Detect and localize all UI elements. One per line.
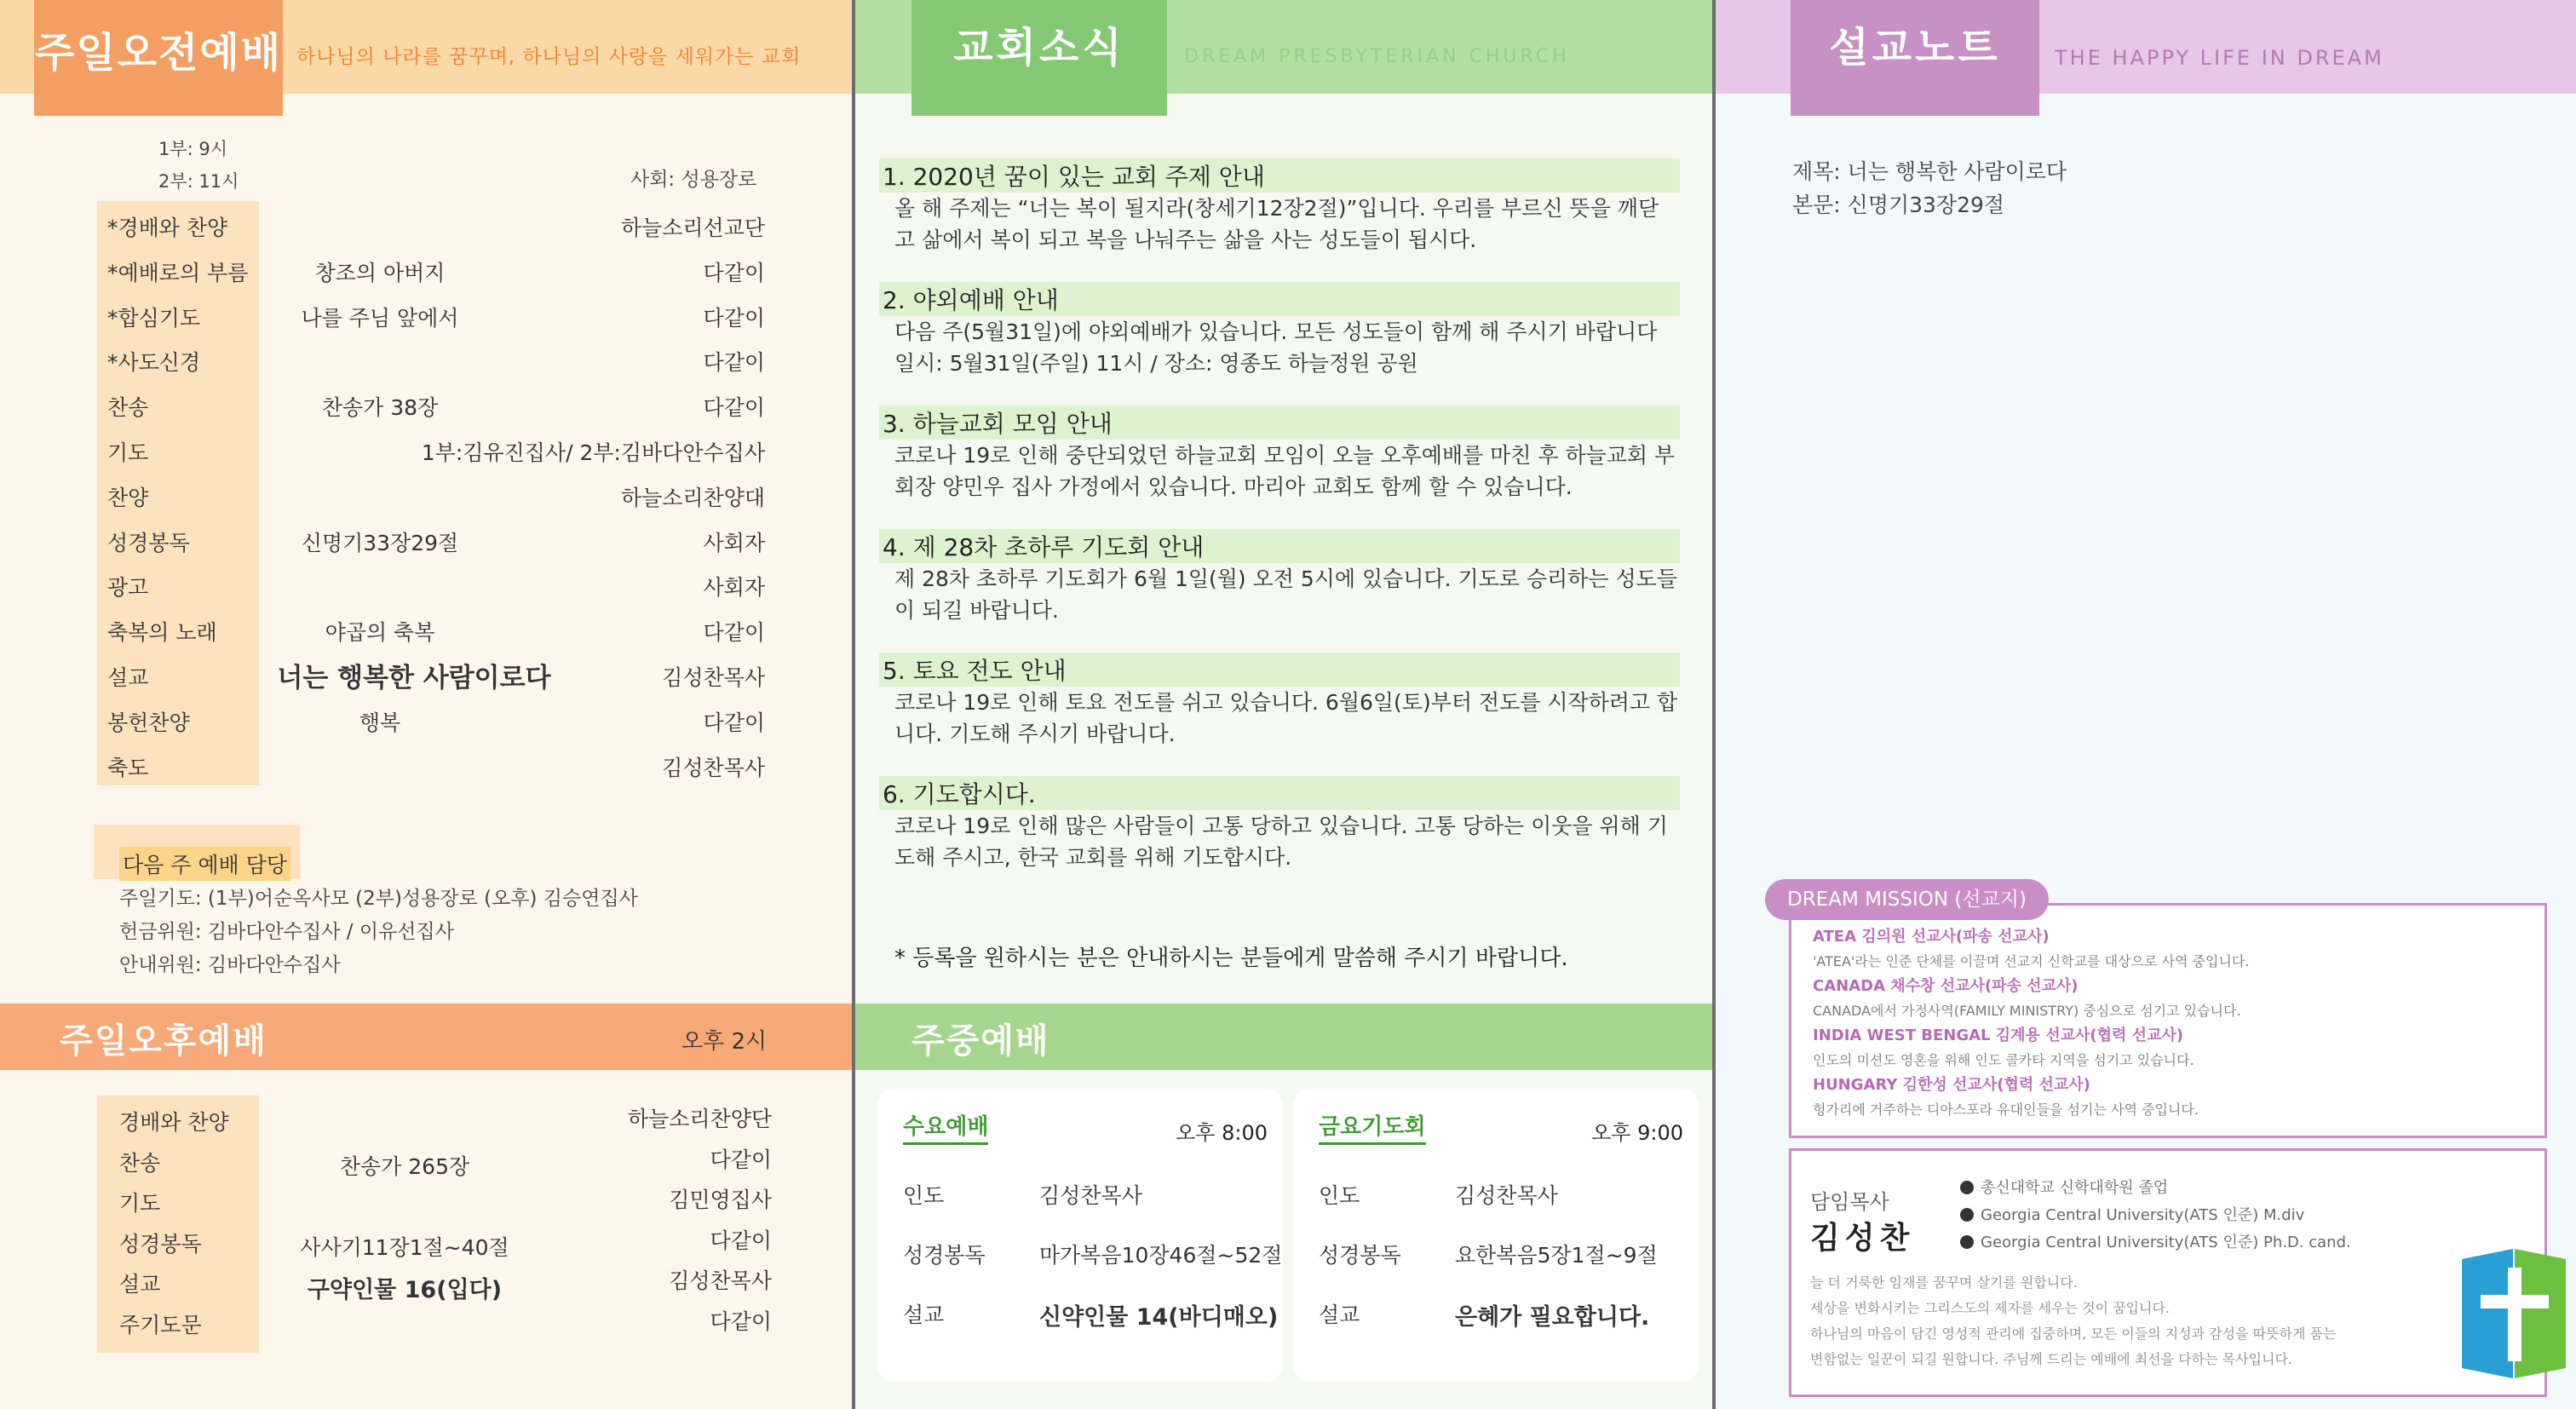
afternoon-time: 오후 2시 (681, 1029, 768, 1055)
order-leader: 다같이 (710, 1147, 772, 1172)
church-news-panel (855, 0, 1712, 1409)
morning-title: 주일오전예배 (34, 0, 283, 116)
order-item: 축복의 노래 (107, 620, 217, 646)
weekly-title: 주중예배 (911, 1021, 1050, 1061)
order-leader: 사회자 (703, 575, 765, 601)
bullet-icon (1960, 1181, 1974, 1194)
mission-list (1813, 925, 2537, 1123)
logo-cross-vertical (2508, 1268, 2521, 1361)
news-item (879, 653, 1680, 776)
afternoon-title: 주일오후예배 (60, 1021, 267, 1061)
sermon-text-line: 본문: 신명기33장29절 (1792, 193, 2005, 217)
note-title: 설교노트 (1791, 0, 2039, 116)
order-item: 찬송 (107, 395, 149, 421)
order-item: *경배와 찬양 (107, 216, 228, 240)
order-row (107, 291, 772, 336)
card-key: 설교 (903, 1303, 945, 1327)
order-content: 찬송가 265장 (339, 1153, 470, 1179)
order-item: *사도신경 (107, 350, 201, 376)
order-row (107, 516, 772, 561)
credential-text: Georgia Central University(ATS 인준) M.div (1981, 1206, 2305, 1224)
order-leader: 김성찬목사 (662, 755, 765, 780)
news-item (879, 776, 1680, 900)
credential-text: Georgia Central University(ATS 인준) Ph.D. cand. (1981, 1234, 2351, 1251)
order-row (119, 1099, 772, 1140)
order-row-sermon (107, 651, 772, 696)
order-content: 야곱의 축복 (325, 620, 435, 646)
pastor-credentials (1960, 1175, 2351, 1257)
second-service-time: 2부: 11시 (158, 171, 239, 192)
missionary-desc: 헝가리에 거주하는 디아스포라 유대인들을 섬기는 사역 중입니다. (1813, 1101, 2199, 1118)
friday-card (1293, 1089, 1699, 1382)
order-item: 기도 (107, 440, 149, 465)
order-content: 구약인물 16(입다) (307, 1277, 503, 1304)
order-leader: 다같이 (703, 620, 765, 646)
duty-line: 안내위원: 김바다안수집사 (119, 954, 341, 976)
order-leader: 다같이 (703, 350, 765, 376)
order-content: 행복 (359, 710, 401, 735)
order-leader: 다같이 (710, 1228, 772, 1253)
order-row (107, 426, 772, 471)
credential-item (1960, 1229, 2351, 1257)
order-item: 주기도문 (119, 1312, 202, 1337)
order-item: 경배와 찬양 (119, 1110, 229, 1135)
card-value: 은혜가 필요합니다. (1455, 1304, 1650, 1331)
next-week-title: 다음 주 예배 담당 (119, 847, 290, 881)
card-value: 김성찬목사 (1455, 1183, 1558, 1208)
missionary-desc: CANADA에서 가정사역(FAMILY MINISTRY) 중심으로 섬기고 있습니다. (1813, 1003, 2241, 1019)
order-content: 찬송가 38장 (321, 395, 439, 421)
news-body: 다음 주(5월31일)에 야외예배가 있습니다. 모든 성도들이 함께 해 주시기 바랍니다 일시: 5월31일(주일) 11시 / 장소: 영종도 하늘정원 공원 (894, 319, 1658, 376)
intro-line: 하나님의 마음이 담긴 영성적 관리에 집중하며, 모든 이들의 지성과 감성을 따뜻하게 품는 (1810, 1326, 2337, 1342)
intro-line: 세상을 변화시키는 그리스도의 제자를 세우는 것이 꿈입니다. (1810, 1300, 2171, 1316)
order-row (107, 741, 772, 786)
order-row (119, 1140, 772, 1181)
first-service-time: 1부: 9시 (158, 139, 228, 159)
card-value: 김성찬목사 (1039, 1183, 1142, 1208)
order-row (107, 381, 772, 426)
credential-text: 총신대학교 신학대학원 졸업 (1981, 1179, 2169, 1197)
credential-item (1960, 1175, 2351, 1202)
wednesday-title: 수요예배 (903, 1109, 988, 1145)
news-title: 교회소식 (911, 0, 1167, 116)
news-body: 코로나 19로 인해 많은 사람들이 고통 당하고 있습니다. 고통 당하는 이웃을 위해 기도해 주시고, 한국 교회를 위해 기도합시다. (894, 814, 1668, 870)
friday-time: 오후 9:00 (1591, 1121, 1683, 1145)
missionary-name: CANADA 채수창 선교사(파송 선교사) (1813, 977, 2079, 995)
missionary-name: INDIA WEST BENGAL 김계용 선교사(협력 선교사) (1813, 1027, 2184, 1044)
order-content: 창조의 아버지 (314, 260, 446, 285)
news-heading: 1. 2020년 꿈이 있는 교회 주제 안내 (879, 158, 1680, 193)
order-row (119, 1261, 772, 1302)
news-heading: 5. 토요 전도 안내 (879, 653, 1680, 687)
order-row (119, 1180, 772, 1221)
pastor-intro (1810, 1270, 2458, 1372)
logo-cross-horizontal (2481, 1295, 2549, 1308)
next-week-header (94, 825, 300, 879)
mission-tag: DREAM MISSION (선교지) (1765, 879, 2049, 920)
news-body: 코로나 19로 인해 중단되었던 하늘교회 모임이 오늘 오후예배를 마친 후 하늘교회 부회장 양민우 집사 가정에서 있습니다. 마리아 교회도 함께 할 수 있습니다. (894, 443, 1676, 499)
order-leader: 하늘소리찬양단 (627, 1107, 772, 1131)
order-leader: 김민영집사 (669, 1188, 772, 1213)
sermon-title-line: 제목: 너는 행복한 사람이로다 (1792, 159, 2067, 184)
card-key: 성경봉독 (903, 1243, 986, 1268)
news-item (879, 405, 1680, 529)
logo-green-shape (2515, 1249, 2566, 1378)
missionary-desc: 인도의 미션도 영혼을 위해 인도 콜카타 지역을 섬기고 있습니다. (1813, 1052, 2194, 1068)
pastor-box (1789, 1148, 2547, 1397)
news-item (879, 529, 1680, 653)
wednesday-time: 오후 8:00 (1176, 1121, 1268, 1145)
order-item: 축도 (107, 755, 149, 780)
order-item: 기도 (119, 1191, 161, 1216)
order-item: 찬송 (119, 1150, 161, 1176)
order-item: *예배로의 부름 (107, 260, 249, 285)
morning-order-list (107, 201, 772, 785)
order-content: 나를 주님 앞에서 (301, 305, 459, 331)
order-leader: 1부:김유진집사/ 2부:김바다안수집사 (421, 440, 765, 465)
order-row (107, 696, 772, 741)
order-row (107, 246, 772, 291)
sermon-title: 너는 행복한 사람이로다 (277, 662, 551, 693)
order-leader: 다같이 (710, 1308, 772, 1334)
order-row (107, 606, 772, 651)
order-row (107, 201, 772, 246)
pastor-name: 김성찬 (1810, 1221, 1915, 1256)
card-key: 인도 (1319, 1183, 1360, 1208)
news-heading: 4. 제 28차 초하루 기도회 안내 (879, 529, 1680, 563)
card-key: 설교 (1319, 1303, 1360, 1327)
news-item (879, 158, 1680, 282)
order-item: 찬양 (107, 485, 149, 510)
order-row (107, 471, 772, 516)
news-heading: 3. 하늘교회 모임 안내 (879, 405, 1680, 440)
duty-line: 헌금위원: 김바다안수집사 / 이유선집사 (119, 921, 454, 943)
order-leader: 다같이 (703, 305, 765, 331)
registration-notice: * 등록을 원하시는 분은 안내하시는 분들에게 말씀해 주시기 바랍니다. (894, 946, 1568, 971)
pastor-label: 담임목사 (1810, 1190, 1889, 1214)
order-item: 설교 (107, 664, 149, 690)
order-item: 설교 (119, 1272, 161, 1297)
card-key: 성경봉독 (1319, 1243, 1401, 1268)
order-leader: 김성찬목사 (669, 1268, 772, 1294)
card-value: 신약인물 14(바디매오) (1039, 1304, 1279, 1331)
news-body: 코로나 19로 인해 토요 전도를 쉬고 있습니다. 6월6일(토)부터 전도를 시작하려고 합니다. 기도해 주시기 바랍니다. (894, 690, 1678, 746)
church-slogan: 하나님의 나라를 꿈꾸며, 하나님의 사랑을 세워가는 교회 (296, 46, 802, 68)
credential-item (1960, 1202, 2351, 1229)
card-key: 인도 (903, 1183, 945, 1208)
friday-title: 금요기도회 (1319, 1109, 1426, 1145)
afternoon-order-list (119, 1099, 772, 1343)
duty-line: 주일기도: (1부)어순옥사모 (2부)성용장로 (오후) 김승연집사 (119, 888, 638, 910)
news-body: 제 28차 초하루 기도회가 6월 1일(월) 오전 5시에 있습니다. 기도로 승리하는 성도들이 되길 바랍니다. (894, 566, 1677, 623)
order-leader: 다같이 (703, 260, 765, 285)
order-leader: 사회자 (703, 530, 765, 555)
service-times (158, 133, 239, 198)
news-list (879, 158, 1680, 900)
order-row (107, 336, 772, 381)
order-row (119, 1302, 772, 1343)
order-leader: 다같이 (703, 395, 765, 421)
order-row (107, 561, 772, 606)
order-item: 광고 (107, 575, 149, 601)
order-content: 신명기33장29절 (301, 530, 459, 555)
missionary-desc: 'ATEA'라는 인준 단체를 이끌며 선교지 신학교를 대상으로 사역 중입니다. (1813, 953, 2250, 969)
service-host: 사회: 성용장로 (630, 169, 757, 191)
order-leader: 다같이 (703, 710, 765, 735)
bullet-icon (1960, 1208, 1974, 1222)
news-heading: 2. 야외예배 안내 (879, 282, 1680, 316)
news-item (879, 282, 1680, 405)
note-subtitle: THE HAPPY LIFE IN DREAM (2055, 46, 2384, 70)
intro-line: 늘 더 거룩한 임재를 꿈꾸며 살기를 원합니다. (1810, 1274, 2078, 1291)
cross-logo-icon (2462, 1249, 2566, 1378)
news-heading: 6. 기도합시다. (879, 776, 1680, 810)
missionary-name: HUNGARY 김한성 선교사(협력 선교사) (1813, 1076, 2090, 1094)
order-item: 성경봉독 (107, 530, 190, 555)
news-body: 올 해 주제는 “너는 복이 될지라(창세기12장2절)”입니다. 우리를 부르신 뜻을 깨닫고 삶에서 복이 되고 복을 나눠주는 삶을 사는 성도들이 됩시다. (894, 196, 1659, 252)
bullet-icon (1960, 1235, 1974, 1249)
church-name: DREAM PRESBYTERIAN CHURCH (1184, 46, 1570, 67)
order-item: 성경봉독 (119, 1231, 202, 1257)
card-value: 요한복음5장1절~9절 (1455, 1243, 1658, 1268)
missionary-name: ATEA 김의원 선교사(파송 선교사) (1813, 928, 2050, 946)
order-row (119, 1221, 772, 1262)
order-leader: 김성찬목사 (662, 664, 765, 690)
next-week-duties (119, 883, 638, 982)
logo-blue-shape (2462, 1249, 2513, 1378)
wednesday-card (877, 1089, 1283, 1382)
morning-worship-panel (0, 0, 852, 1409)
order-item: 봉헌찬양 (107, 710, 190, 735)
order-content: 사사기11장1절~40절 (300, 1234, 509, 1260)
sermon-note-panel (1716, 0, 2576, 1409)
order-leader: 하늘소리찬양대 (620, 485, 765, 510)
order-item: *합심기도 (107, 305, 201, 331)
order-leader: 하늘소리선교단 (620, 216, 765, 240)
intro-line: 변함없는 일꾼이 되길 원합니다. 주님께 드리는 예배에 최선을 다하는 목사입니다. (1810, 1351, 2292, 1367)
sermon-info (1792, 155, 2067, 221)
card-value: 마가복음10장46절~52절 (1039, 1243, 1283, 1268)
